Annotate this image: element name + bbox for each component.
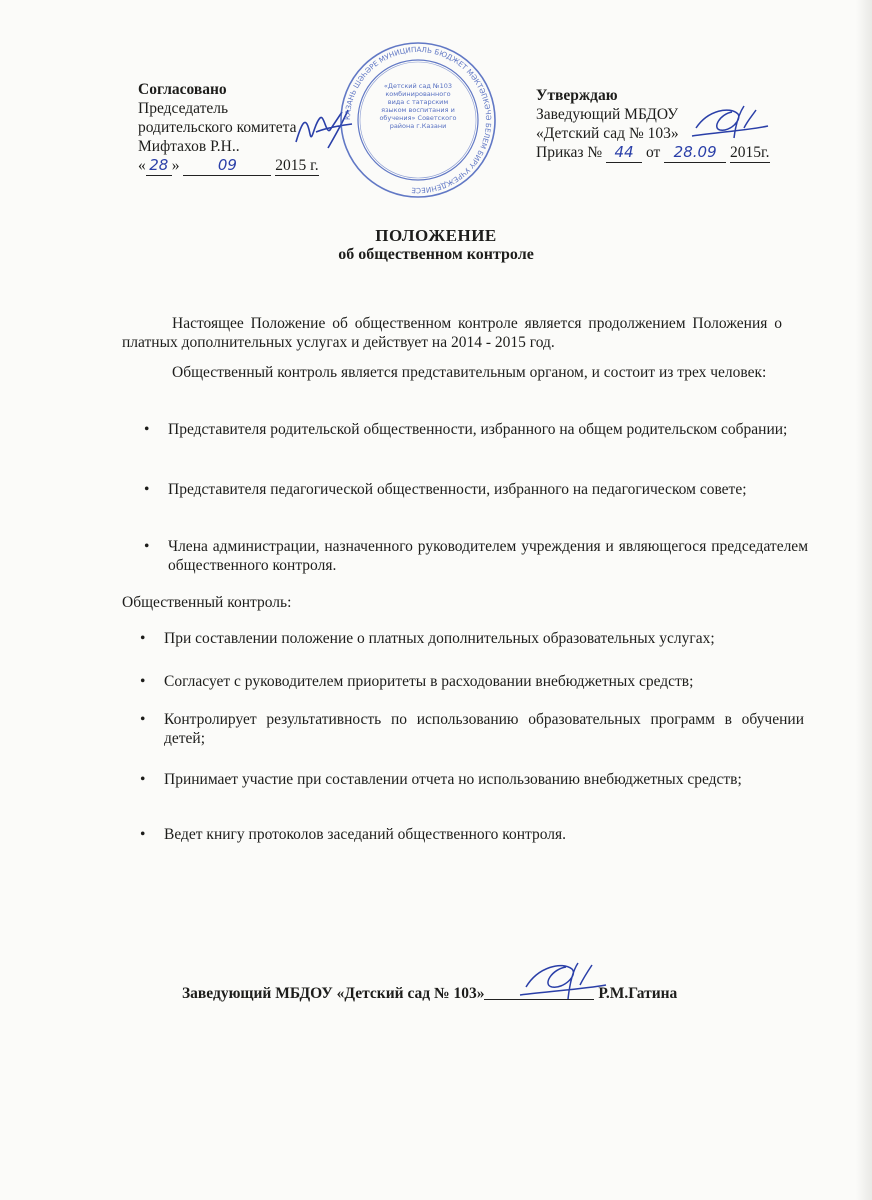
order-from: от (645, 144, 661, 161)
bullet: • (144, 538, 150, 555)
duty-3: Контролирует результативность по использованию образовательных программ в обучении детей; (164, 711, 804, 747)
approval-left-date (138, 156, 343, 176)
approval-right-title: Утверждаю (536, 87, 618, 104)
date-quote-open: « (138, 157, 146, 174)
list-item (144, 480, 808, 499)
date-year: 2015 г. (275, 157, 319, 174)
list-item (140, 629, 804, 648)
list-item (140, 825, 804, 844)
signature-footer (518, 955, 608, 1005)
list-item (140, 770, 804, 789)
order-prefix: Приказ № (536, 144, 603, 161)
stamp-center-text: «Детский сад №103 комбинированного вида с татарским языком воспитания и обучения» Советского района г.Казани (379, 82, 457, 130)
footer-position: Заведующий МБДОУ «Детский сад № 103» (182, 985, 485, 1002)
order-year: 2015г. (730, 144, 770, 161)
duty-2: Согласует с руководителем приоритеты в расходовании внебюджетных средств; (164, 673, 694, 690)
order-date: 28.09 (664, 143, 726, 163)
list-item (140, 672, 804, 691)
bullet: • (140, 711, 146, 728)
approval-right-line1: Заведующий МБДОУ (536, 106, 679, 123)
approval-left-title: Согласовано (138, 81, 227, 98)
document-title: ПОЛОЖЕНИЕ (375, 226, 497, 245)
bullet: • (140, 771, 146, 788)
signature-right (690, 100, 770, 145)
document-subtitle: об общественном контроле (338, 246, 534, 263)
date-day: 28 (146, 156, 172, 176)
scan-edge (856, 0, 872, 1200)
approval-left-line3: Мифтахов Р.Н.. (138, 138, 240, 155)
bullet: • (144, 481, 150, 498)
date-quote-close: » (171, 157, 180, 174)
member-3: Члена администрации, назначенного руководителем учреждения и являющегося председателем общественного контроля. (168, 538, 808, 574)
round-stamp (338, 40, 498, 200)
approval-left-line1: Председатель (138, 100, 229, 117)
list-item (140, 710, 804, 748)
duty-4: Принимает участие при составлении отчета но использованию внебюджетных средств; (164, 771, 742, 788)
bullet: • (140, 826, 146, 843)
duty-1: При составлении положение о платных дополнительных образовательных услугах; (164, 630, 715, 647)
bullet: • (144, 421, 150, 438)
paragraph-intro: Настоящее Положение об общественном контроле является продолжением Положения о платных дополнительных услугах и действует на 2014 - 2015 год. (122, 315, 782, 351)
paragraph-composition: Общественный контроль является представительным органом, и состоит из трех человек: (172, 364, 767, 381)
stamp-outer-text: КАЗАНЬ ШӘҺӘРЕ МУНИЦИПАЛЬ БЮДЖЕТ МӘКТӘПКӘЧӘ БЕЛЕМ БИРҮ УЧРЕЖДЕНИЕСЕ (342, 44, 494, 196)
approval-left-line2: родительского комитета (138, 119, 297, 136)
order-number: 44 (606, 143, 642, 163)
member-2: Представителя педагогической общественности, избранного на педагогическом совете; (168, 481, 747, 498)
duty-5: Ведет книгу протоколов заседаний общественного контроля. (164, 826, 567, 843)
bullet: • (140, 630, 146, 647)
member-1: Представителя родительской общественности, избранного на общем родительском собрании; (168, 421, 788, 438)
date-month: 09 (183, 156, 271, 176)
footer-name: Р.М.Гатина (598, 985, 678, 1002)
bullet: • (140, 673, 146, 690)
list-item (144, 420, 808, 439)
list-item (144, 537, 808, 575)
approval-right-line2: «Детский сад № 103» (536, 125, 679, 142)
control-heading: Общественный контроль: (122, 594, 292, 611)
approval-right-order (536, 143, 786, 163)
